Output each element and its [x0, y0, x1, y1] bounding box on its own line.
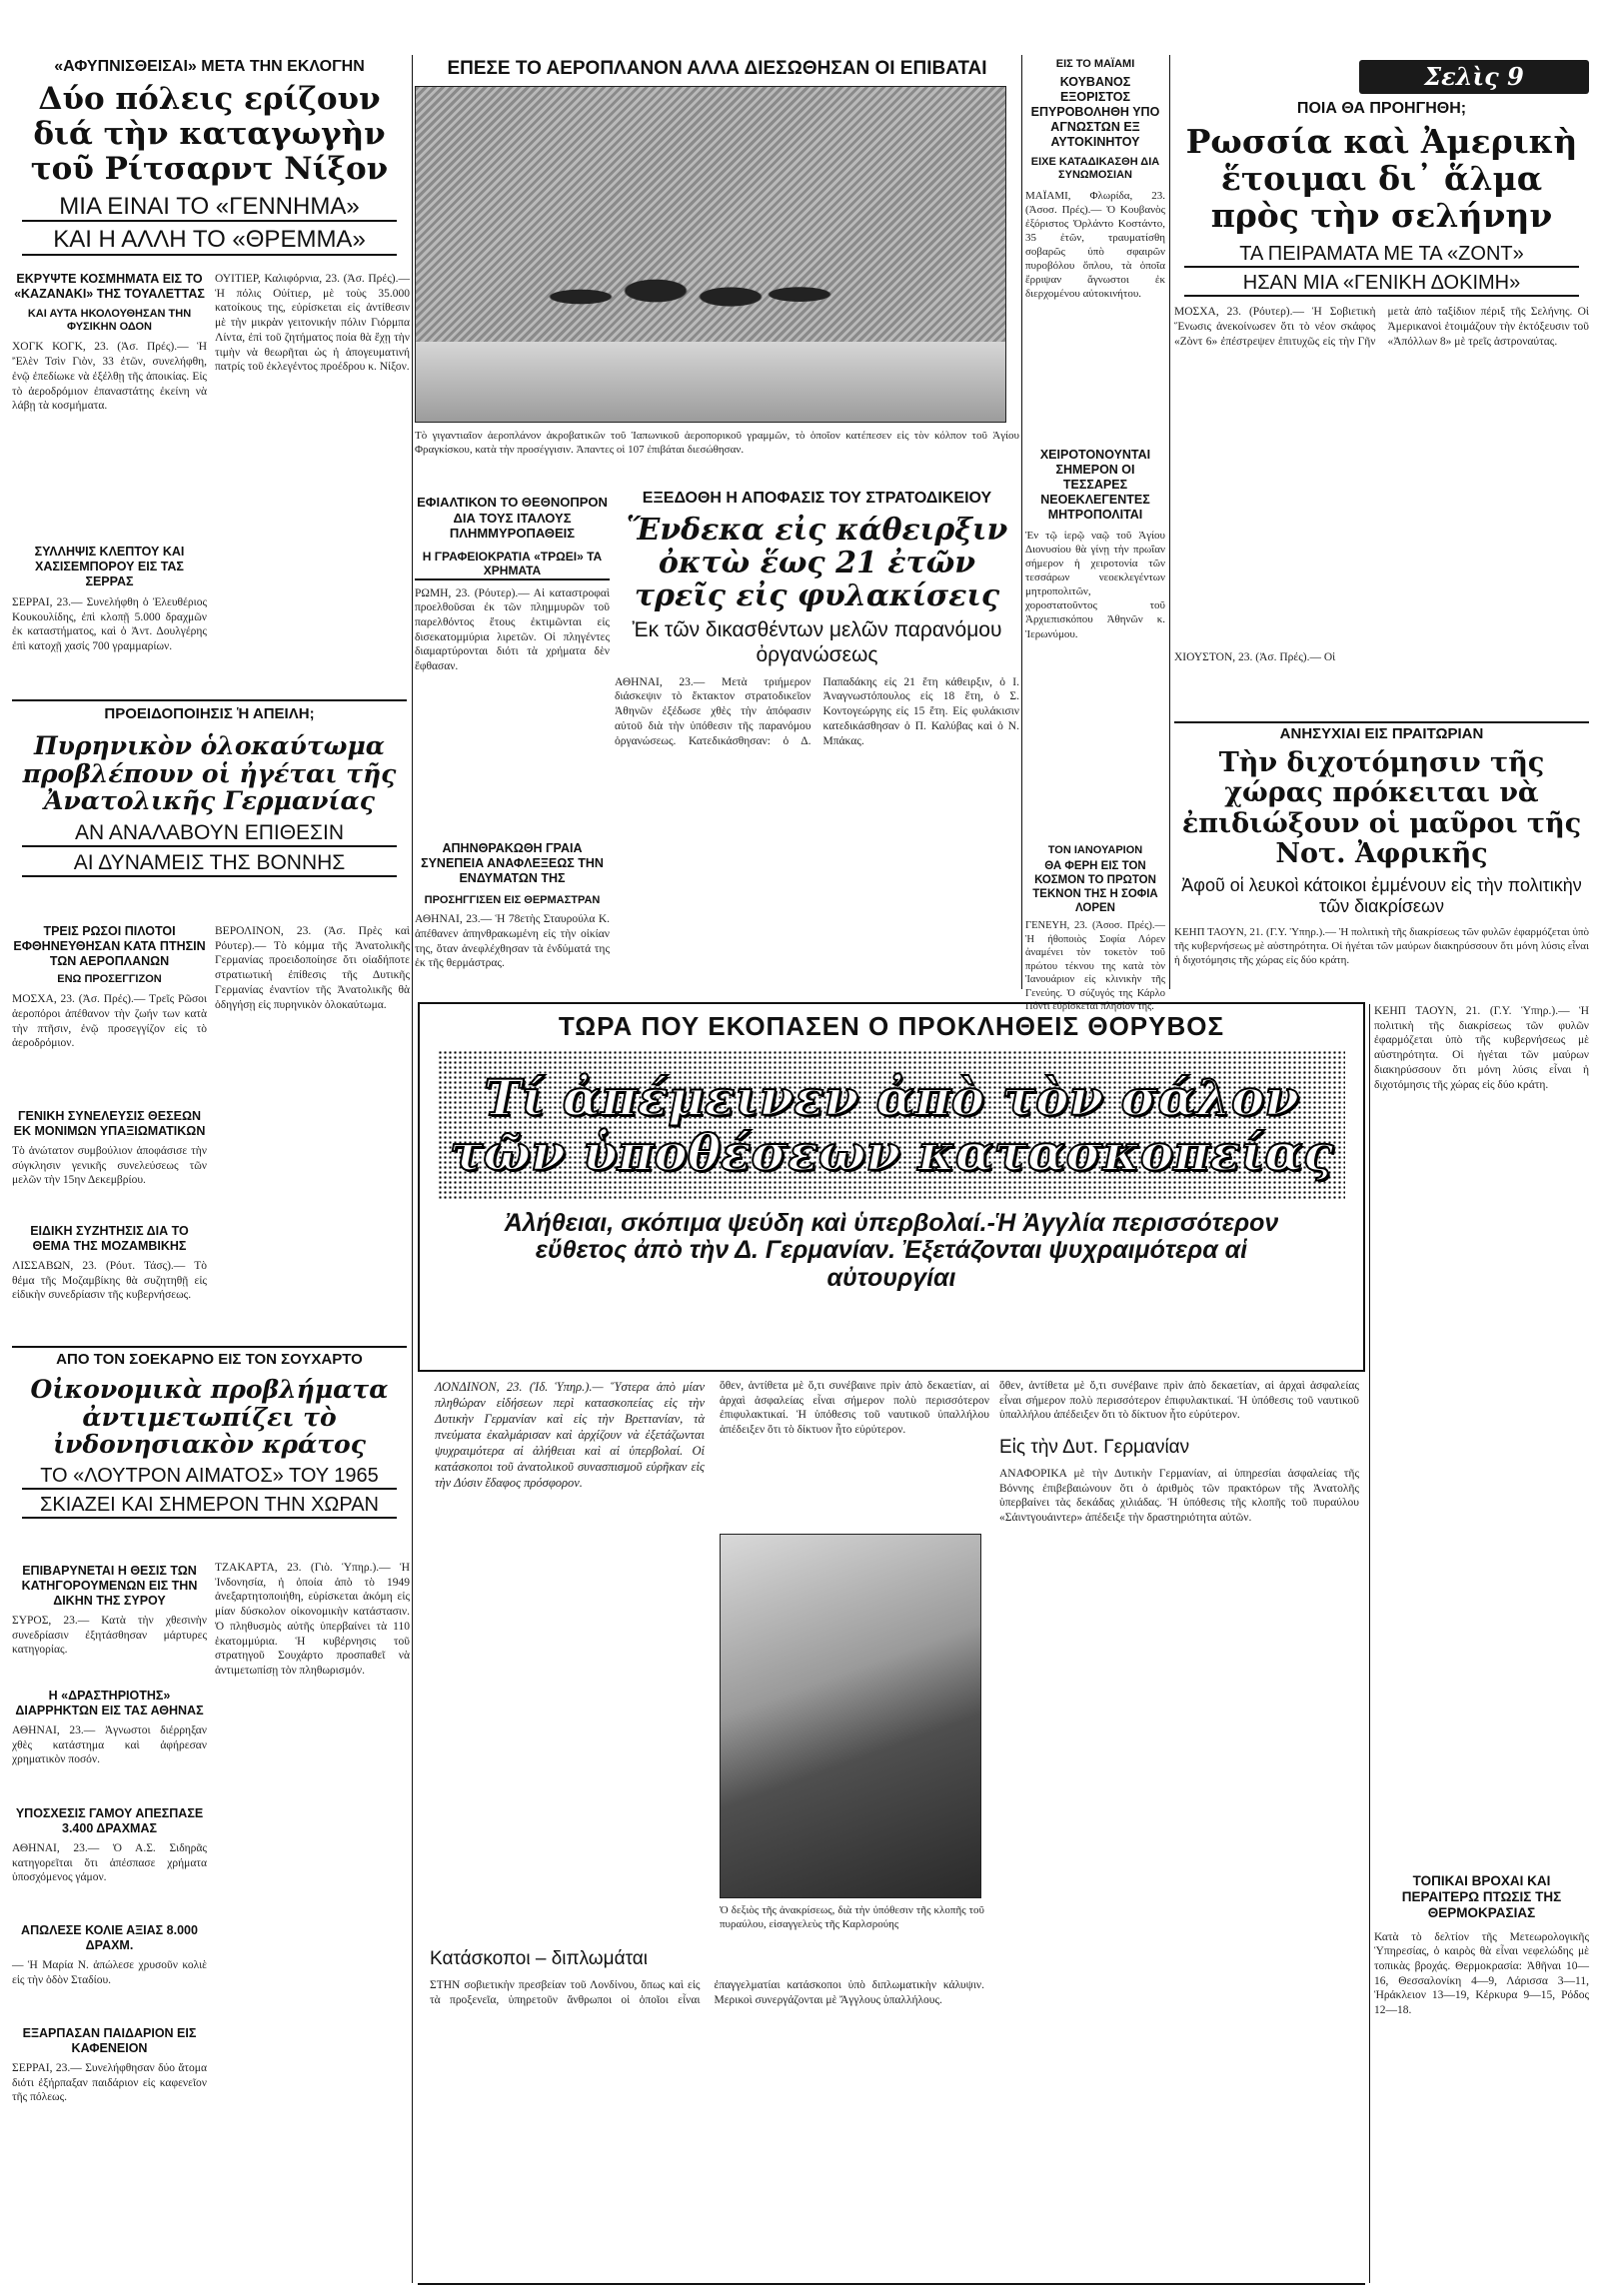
feature-photo — [720, 1534, 981, 1898]
rhodesia-kicker: ΑΝΗΣΥΧΙΑΙ ΕΙΣ ΠΡΑΙΤΩΡΙΑΝ — [1279, 725, 1484, 742]
brief-syros — [12, 1564, 207, 1684]
weather-story — [1374, 1873, 1589, 2283]
syros-body: ΣΥΡΟΣ, 23.— Κατὰ τὴν χθεσινὴν συνεδρίασιν ἐξητάσθησαν μάρτυρες κατηγορίας. — [12, 1615, 207, 1657]
plane-headline: ΕΠΕΣΕ ΤΟ ΑΕΡΟΠΛΑΝΟΝ ΑΛΛΑ ΔΙΕΣΩΘΗΣΑΝ ΟΙ ΕΠΙΒΑΤΑΙ — [447, 58, 987, 79]
mozambique-body: ΛΙΣΣΑΒΩΝ, 23. (Ρόυτ. Τάσς).— Τὸ θέμα τῆς Μοζαμβίκης θὰ συζητηθῇ εἰς εἰδικὴν συνεδρίασιν τῆς κυβερνήσεως. — [12, 1260, 207, 1302]
court-body: ΑΘΗΝΑΙ, 23.— Μετὰ τριήμερον διάσκεψιν τὸ ἔκτακτον στρατοδικεῖον Ἀθηνῶν ἐξέδωσε χθὲς τὴν ἀπόφασιν αὐτοῦ διὰ τὴν ὑπόθεσιν τῆς παρανόμου ὀργανώσεως. Κατεδικάσθησαν: ὁ Δ. Παπαδάκης εἰς 21 ἔτη κάθειρξιν, ὁ Ι. Ἀναγνωστόπουλος εἰς 18 ἔτη, ὁ Σ. Κοντογεώργης εἰς 15 ἔτη. Εἰς φυλάκισιν κατεδικάσθησαν ὁ Π. Καλύβας καὶ ὁ Ν. Μπάκας. — [615, 675, 1019, 747]
feature-headline-box — [438, 1050, 1345, 1200]
assembly-headline: ΓΕΝΙΚΗ ΣΥΝΕΛΕΥΣΙΣ ΘΕΣΕΩΝ ΕΚ ΜΟΝΙΜΩΝ ΥΠΑΞΙΩΜΑΤΙΚΩΝ — [13, 1109, 206, 1138]
court-kicker: ΕΞΕΔΟΘΗ Η ΑΠΟΦΑΣΙΣ ΤΟΥ ΣΤΡΑΤΟΔΙΚΕΙΟΥ — [642, 490, 992, 507]
feature-banner — [418, 1002, 1365, 1372]
rhodesia-deck: Ἀφοῦ οἱ λευκοὶ κάτοικοι ἐμμένουν εἰς τὴν πολιτικὴν τῶν διακρίσεων — [1181, 875, 1582, 916]
feature-body-3: ΣΤΗΝ σοβιετικὴν πρεσβείαν τοῦ Λονδίνου, ὅπως καὶ εἰς τὰ προξενεῖα, ὑπηρετοῦν ἄνθρωποι οἱ ὁποῖοι εἶναι ἐπαγγελματίαι κατάσκοποι ὑπὸ διπλωματικὴν κάλυψιν. Μερικοὶ συνεργάζονται μὲ Ἄγγλους ὑπαλλήλους. — [430, 1978, 984, 2006]
indonesia-headline: Οἰκονομικὰ προβλήματα ἀντιμετωπίζει τὸ ἰνδονησιακὸν κράτος — [30, 1375, 389, 1460]
rhodesia-headline: Τὴν διχοτόμησιν τῆς χώρας πρόκειται νὰ ἐπιδιώξουν οἱ μαῦροι τῆς Νοτ. Ἀφρικῆς — [1181, 747, 1582, 869]
feature-body-2b: ὅθεν, ἀντίθετα μὲ ὅ,τι συνέβαινε πρὶν ἀπὸ δεκαετίαν, αἱ ἀρχαὶ ἀσφαλείας εἶναι σήμερον πολὺ περισσότερον ἐπιφυλακτικαί. Ἡ ὑπόθεσις τοῦ ναυτικοῦ ὑπαλλήλου ἀπέδειξεν ὅτι τὸ δίκτυον ἦτο εὐρύτερον. — [999, 1380, 1359, 1422]
indonesia-deck-2: ΣΚΙΑΖΕΙ ΚΑΙ ΣΗΜΕΡΟΝ ΤΗΝ ΧΩΡΑΝ — [22, 1494, 397, 1519]
indonesia-body-text: ΤΖΑΚΑΡΤΑ, 23. (Γιὸ. Ὑπηρ.).— Ἡ Ἰνδονησία, ἡ ὁποία ἀπὸ τὸ 1949 ἀνεξαρτητοποιήθη, εὑρίσκεται ἀκόμη εἰς μίαν δύσκολον οἰκονομικὴν κατάστασιν. Ὁ πληθυσμὸς αὐτῆς ὑπερβαίνει τὰ 110 ἑκατομμύρια. Ἡ κυβέρνησις τοῦ στρατηγοῦ Σουχάρτο προσπαθεῖ νὰ ἀντιμετωπίσῃ τὸν πληθωρισμόν. — [215, 1562, 410, 1678]
feature-body-1: ΛΟΝΔΙΝΟΝ, 23. (Ἰδ. Ὑπηρ.).— Ὕστερα ἀπὸ μίαν πληθώραν εἰδήσεων περὶ κατασκοπείας εἰς τὴν Δυτικὴν Γερμανίαν καὶ εἰς τὴν Βρεττανίαν, τὰ πνεύματα ἐκαλμάρισαν καὶ ἀρχίζουν νὰ ἐξετάζωνται ψυχραιμότερα αἱ ἀλήθειαι καὶ αἱ ὑπερβολαί. Οἱ κατάσκοποι τοῦ ἀνατολικοῦ συνασπισμοῦ εὑρῆκαν εἰς τὴν Δύσιν ἔδαφος πρόσφορον. — [435, 1380, 705, 1490]
col1-story-indonesia — [12, 1351, 407, 1556]
brief-kidnap — [12, 2026, 207, 2156]
loren-story — [1025, 844, 1165, 1012]
right-column-rule — [1369, 1004, 1370, 2283]
court-deck: Ἐκ τῶν δικασθέντων μελῶν παρανόμου ὀργανώσεως — [632, 618, 1002, 666]
burglars-headline: Η «ΔΡΑΣΤΗΡΙΟΤΗΣ» ΔΙΑΡΡΗΚΤΩΝ ΕΙΣ ΤΑΣ ΑΘΗΝΑΣ — [15, 1689, 204, 1718]
feature-headline: Τί ἀπέμεινεν ἀπὸ τὸν σάλον τῶν ὑποθέσεων κατασκοπείας — [449, 1067, 1334, 1182]
feature-bottom-rule — [418, 2283, 1365, 2285]
nixon-body — [215, 272, 410, 671]
brief-mozambique — [12, 1224, 207, 1334]
brief-burglars — [12, 1689, 207, 1798]
old-woman-story — [415, 841, 610, 981]
col1-divider-1 — [12, 699, 407, 701]
kidnap-body: ΣΕΡΡΑΙ, 23.— Συνελήφθησαν δύο ἄτομα διότι ἐξήρπαξαν παιδάριον εἰς καφενεῖον τῆς πόλεως. — [12, 2062, 207, 2104]
syros-headline: ΕΠΙΒΑΡΥΝΕΤΑΙ Η ΘΕΣΙΣ ΤΩΝ ΚΑΤΗΓΟΡΟΥΜΕΝΩΝ ΕΙΣ ΤΗΝ ΔΙΚΗΝ ΤΗΣ ΣΥΡΟΥ — [21, 1564, 198, 1608]
plane-photo-figures — [536, 237, 835, 357]
burglars-body: ΑΘΗΝΑΙ, 23.— Ἀγνωστοι διέρρηξαν χθὲς κατάστημα καὶ ἀφήρεσαν χρηματικὸν ποσόν. — [12, 1724, 207, 1766]
rhodesia-continued-body: ΚΕΗΠ ΤΑΟΥΝ, 21. (Γ.Υ. Ὑπηρ.).— Ἡ πολιτικὴ τῆς διακρίσεως τῶν φυλῶν ἐφαρμόζεται ὑπὸ τῆς κυβερνήσεως μὲ αὐστηρότητα. Οἱ ἡγέται τῶν μαύρων διακηρύσσουν ὅτι μόνη λύσις εἶναι ἡ διχοτόμησις τῆς χώρας εἰς δύο κράτη. — [1374, 1005, 1589, 1091]
indonesia-body — [215, 1561, 410, 2280]
feature-col-b — [720, 1379, 989, 1529]
feature-photo-caption-box — [720, 1903, 984, 1953]
feature-spies-block — [430, 1948, 984, 2278]
mozambique-headline: ΕΙΔΙΚΗ ΣΥΖΗΤΗΣΙΣ ΔΙΑ ΤΟ ΘΕΜΑ ΤΗΣ ΜΟΖΑΜΒΙΚΗΣ — [30, 1224, 189, 1253]
section-tag-label: Σελὶς 9 — [1424, 62, 1524, 91]
miami-headline: ΚΟΥΒΑΝΟΣ ΕΞΟΡΙΣΤΟΣ ΕΠΥΡΟΒΟΛΗΘΗ ΥΠΟ ΑΓΝΩΣΤΩΝ ΕΞ ΑΥΤΟΚΙΝΗΤΟΥ — [1030, 75, 1160, 150]
moon-headline: Ρωσσία καὶ Ἀμερικὴ ἕτοιμαι δι᾽ ἅλμα πρὸς τὴν σελήνην — [1185, 122, 1578, 236]
feature-col-c — [999, 1379, 1359, 2278]
rhodesia-body: ΚΕΗΠ ΤΑΟΥΝ, 21. (Γ.Υ. Ὑπηρ.).— Ἡ πολιτικὴ τῆς διακρίσεως τῶν φυλῶν ἐφαρμόζεται ὑπὸ τῆς κυβερνήσεως μὲ αὐστηρότητα. Οἱ ἡγέται τῶν μαύρων διακηρύσσουν ὅτι μόνη λύσις εἶναι ἡ διχοτόμησις τῆς χώρας εἰς δύο κράτη. — [1174, 925, 1589, 966]
brief-pilots — [12, 924, 207, 1104]
flood-subhead: Η ΓΡΑΦΕΙΟΚΡΑΤΙΑ «ΤΡΩΕΙ» ΤΑ ΧΡΗΜΑΤΑ — [415, 550, 610, 580]
col5-divider — [1174, 721, 1589, 723]
feature-subhead-1: Κατάσκοποι – διπλωμάται — [430, 1948, 649, 1969]
germany-body-text: ΒΕΡΟΛΙΝΟΝ, 23. (Ἀσ. Πρὲς καὶ Ρόυτερ).— Τὸ κόμμα τῆς Ἀνατολικῆς Γερμανίας προειδοποίησε ὅτι οἰαδήποτε στρατιωτική ἐπίθεσις τῆς Δυτικῆς Γερμανίας ἐναντίον τῆς Ἀνατολικῆς θὰ ὁδηγήσῃ εἰς πυρηνικὸν ὁλοκαύτωμα. — [215, 925, 410, 1011]
brief-marriage — [12, 1806, 207, 1916]
jewels-body: ΧΟΓΚ ΚΟΓΚ, 23. (Ἀσ. Πρές).— Ἡ 'Ἑλὲν Τσὶν Γιὸν, 33 ἐτῶν, συνελήφθη, ἐνῷ ἐπεδίωκε νὰ ἐξέλθῃ τῆς ἀποικίας. Εἰς τὸ ἀεροδρόμιον ἐπαναστάτης ἐκείνη νὰ λάβῃ τὰ κοσμήματα. — [12, 341, 207, 413]
bishops-body: Ἐν τῷ ἱερῷ ναῷ τοῦ Ἁγίου Διονυσίου θὰ γίνῃ τὴν πρωΐαν σήμερον ἡ χειροτονία τῶν τεσσάρων νεοεκλεγέντων μητροπολιτῶν, χοροστατοῦντος τοῦ Ἀρχιεπισκόπου Ἀθηνῶν κ. Ἱερωνύμου. — [1025, 530, 1165, 640]
moon-deck-2: ΗΣΑΝ ΜΙΑ «ΓΕΝΙΚΗ ΔΟΚΙΜΗ» — [1184, 272, 1579, 297]
germany-deck-1: ΑΝ ΑΝΑΛΑΒΟΥΝ ΕΠΙΘΕΣΙΝ — [22, 821, 397, 847]
brief-assembly — [12, 1109, 207, 1209]
loren-kicker: ΤΟΝ ΙΑΝΟΥΑΡΙΟΝ — [1047, 844, 1143, 856]
feature-kicker: ΤΩΡΑ ΠΟΥ ΕΚΟΠΑΣΕΝ Ο ΠΡΟΚΛΗΘΕΙΣ ΘΟΡΥΒΟΣ — [558, 1011, 1225, 1041]
necklace-body: — Ἡ Μαρία Ν. ἀπώλεσε χρυσοῦν κολιὲ εἰς τὴν ὁδὸν Σταδίου. — [12, 1959, 207, 1986]
plane-photo-water — [416, 342, 1005, 422]
nixon-kicker: «ΑΦΥΠΝΙΣΘΕΙΣΑΙ» ΜΕΤΑ ΤΗΝ ΕΚΛΟΓΗΝ — [54, 58, 365, 75]
loren-body: ΓΕΝΕΥΗ, 23. (Ἀσοσ. Πρές).— Ἡ ἠθοποιὸς Σοφία Λόρεν ἀναμένει τὸν τοκετὸν τοῦ πρώτου τέκνου της κατὰ τὸν Ἰανουάριον εἰς κλινικὴν τῆς Γενεύης. Ὁ σύζυγός της Κάρλο Πόντι εὑρίσκεται πλησίον της. — [1025, 920, 1165, 1012]
miami-body: ΜΑΪΑΜΙ, Φλωρίδα, 23. (Ἀσοσ. Πρές).— Ὁ Κουβανὸς ἐξόριστος Ὀρλάντο Κοστάντο, 35 ἐτῶν, τραυματίσθη σοβαρῶς ὑπὸ σφαιρῶν πυροβόλου ὅπλου, τὰ ὁποῖα ἔρριψαν ἄγνωστοι ἐκ διερχομένου αὐτοκινήτου. — [1025, 189, 1165, 301]
moon-kicker: ΠΟΙΑ ΘΑ ΠΡΟΗΓΗΘΗ; — [1296, 100, 1467, 117]
rhodesia-continued — [1374, 1004, 1589, 1863]
miami-kicker: ΕΙΣ ΤΟ ΜΑΪΑΜΙ — [1055, 58, 1135, 70]
feature-col-a — [435, 1379, 705, 1758]
germany-deck-2: ΑΙ ΔΥΝΑΜΕΙΣ ΤΗΣ ΒΟΝΝΗΣ — [22, 851, 397, 877]
necklace-headline: ΑΠΩΛΕΣΕ ΚΟΛΙΕ ΑΞΙΑΣ 8.000 ΔΡΑΧΜ. — [21, 1923, 198, 1952]
bishops-headline: ΧΕΙΡΟΤΟΝΟΥΝΤΑΙ ΣΗΜΕΡΟΝ ΟΙ ΤΕΣΣΑΡΕΣ ΝΕΟΕΚΛΕΓΕΝΤΕΣ ΜΗΤΡΟΠΟΛΙΤΑΙ — [1039, 448, 1151, 522]
miami-subhead: ΕΙΧΕ ΚΑΤΑΔΙΚΑΣΘΗ ΔΙΑ ΣΥΝΩΜΟΣΙΑΝ — [1030, 156, 1160, 182]
section-tag — [1359, 60, 1589, 94]
flood-body: ΡΩΜΗ, 23. (Ρόυτερ).— Αἱ καταστροφαὶ προελθοῦσαι ἐκ τῶν πλημμυρῶν τοῦ παρελθόντος ἔτους ἐκτιμῶνται εἰς δισεκατομμύρια λιρετῶν. Οἱ πληγέντες διαμαρτύρονται διότι τὰ χρήματα δὲν ἔφθασαν. — [415, 586, 610, 673]
loren-headline: ΘΑ ΦΕΡΗ ΕΙΣ ΤΟΝ ΚΟΣΜΟΝ ΤΟ ΠΡΩΤΟΝ ΤΕΚΝΟΝ ΤΗΣ Η ΣΟΦΙΑ ΛΟΡΕΝ — [1032, 860, 1158, 914]
pilots-subhead: ΕΝΩ ΠΡΟΣΕΓΓΙΖΟΝ — [57, 973, 162, 985]
plane-photo — [415, 86, 1006, 423]
court-story — [615, 490, 1019, 989]
moon-deck-1: ΤΑ ΠΕΙΡΑΜΑΤΑ ΜΕ ΤΑ «ΖΟΝΤ» — [1184, 243, 1579, 268]
moon-signoff: ΧΙΟΥΣΤΟΝ, 23. (Ἀσ. Πρές).— Οἱ — [1174, 651, 1336, 664]
col1-story-germany — [12, 705, 407, 915]
assembly-body: Τὸ ἀνώτατον συμβούλιον ἀποφάσισε τὴν σύγκλησιν γενικῆς συνελεύσεως τῶν μελῶν τὴν 15ην Δεκεμβρίου. — [12, 1145, 207, 1187]
indonesia-kicker: ΑΠΟ ΤΟΝ ΣΟΕΚΑΡΝΟ ΕΙΣ ΤΟΝ ΣΟΥΧΑΡΤΟ — [56, 1351, 363, 1368]
heater-headline: ΠΡΟΣΗΓΓΙΣΕΝ ΕΙΣ ΘΕΡΜΑΣΤΡΑΝ — [424, 894, 601, 906]
jewels-subhead: ΚΑΙ ΑΥΤΑ ΗΚΟΛΟΥΘΗΣΑΝ ΤΗΝ ΦΥΣΙΚΗΝ ΟΔΟΝ — [27, 308, 192, 334]
col3-vertical-rule — [1021, 55, 1022, 989]
miami-story — [1025, 58, 1165, 438]
old-woman-body: ΑΘΗΝΑΙ, 23.— Ἡ 78ετὴς Σταυρούλα Κ. ἀπέθανεν ἀπηνθρακωμένη εἰς τὴν οἰκίαν της, ὅταν ἀνεφλέχθησαν τὰ ἐνδύματά της ἐκ τῆς θερμάστρας. — [415, 913, 610, 970]
plane-caption: Τὸ γιγαντιαῖον ἀεροπλάνον ἀκροβατικῶν τοῦ Ἰαπωνικοῦ ἀεροπορικοῦ γραμμῶν, τὸ ὁποῖον κατέπεσεν εἰς τὸν κόλπον τοῦ Ἁγίου Φραγκίσκου, κατὰ τὴν προσέγγισιν. Ἀπαντες οἱ 107 ἐπιβάται διεσώθησαν. — [415, 429, 1019, 456]
thief-body: ΣΕΡΡΑΙ, 23.— Συνελήφθη ὁ Ἐλευθέριος Κουκουλίδης, ἐπὶ κλοπῇ 5.000 δραχμῶν ἐκ καταστήματος, καὶ ὁ Ἀντ. Δουλγέρης ἐπὶ κατοχῇ χασίς 700 γραμμαρίων. — [12, 596, 207, 653]
brief-necklace — [12, 1923, 207, 2013]
old-woman-headline: ΑΠΗΝΘΡΑΚΩΘΗ ΓΡΑΙΑ ΣΥΝΕΠΕΙΑ ΑΝΑΦΛΕΞΕΩΣ ΤΗΝ ΕΝΔΥΜΑΤΩΝ ΤΗΣ — [421, 841, 604, 885]
court-headline: Ἕνδεκα εἰς κάθειρξιν ὀκτὼ ἕως 21 ἐτῶν τρεῖς εἰς φυλακίσεις — [626, 513, 1008, 614]
nixon-deck-1: ΜΙΑ ΕΙΝΑΙ ΤΟ «ΓΕΝΝΗΜΑ» — [22, 193, 397, 223]
feature-body-2: ὅθεν, ἀντίθετα μὲ ὅ,τι συνέβαινε πρὶν ἀπὸ δεκαετίαν, αἱ ἀρχαὶ ἀσφαλείας εἶναι σήμερον πολὺ περισσότερον ἐπιφυλακτικαί. Ἡ ὑπόθεσις τοῦ ναυτικοῦ ὑπαλλήλου ἀπέδειξεν ὅτι τὸ δίκτυον ἦτο εὐρύτερον. — [720, 1380, 989, 1437]
germany-headline: Πυρηνικὸν ὁλοκαύτωμα προβλέπουν οἱ ἠγέται τῆς Ἀνατολικῆς Γερμανίας — [22, 731, 397, 816]
feature-body-4: ΑΝΑΦΟΡΙΚΑ μὲ τὴν Δυτικὴν Γερμανίαν, αἱ ὑπηρεσίαι ἀσφαλείας τῆς Βόννης ἐπιβεβαιώνουν ὅτι ὁ ἀριθμὸς τῶν πρακτόρων τῆς Ἀνατολῆς ὑπερβαίνει τὰς δεκάδας χιλιάδας. Ἡ ὑπόθεσις τῆς κλοπῆς τοῦ πυραύλου «Σάιντγουάιντερ» ἀπέδειξε τὴν δραστηριότητα αὐτῶν. — [999, 1468, 1359, 1525]
germany-kicker: ΠΡΟΕΙΔΟΠΟΙΗΣΙΣ Ἡ ΑΠΕΙΛΗ; — [104, 705, 315, 722]
jewels-headline: ΕΚΡΥΨΤΕ ΚΟΣΜΗΜΑΤΑ ΕΙΣ ΤΟ «ΚΑΖΑΝΑΚΙ» ΤΗΣ ΤΟΥΑΛΕΤΤΑΣ — [14, 272, 205, 301]
indonesia-deck-1: ΤΟ «ΛΟΥΤΡΟΝ ΑΙΜΑΤΟΣ» ΤΟΥ 1965 — [22, 1465, 397, 1490]
nixon-deck-2: ΚΑΙ Η ΑΛΛΗ ΤΟ «ΘΡΕΜΜΑ» — [22, 226, 397, 256]
moon-story — [1174, 100, 1589, 719]
nixon-body-text: ΟΥΙΤΙΕΡ, Καλιφόρνια, 23. (Ἀσ. Πρές).— Ἡ πόλις Οὐίτιερ, μὲ τοὺς 35.000 κατοίκους της, εὑρίσκεται εἰς ἀντίθεσιν μὲ τὴν μικρὰν γειτονικήν πόλιν Γιόρμπα Λίντα, ἐπὶ τοῦ ζητήματος ποία θὰ ἔχῃ τὴν τιμὴν νὰ θεωρῆται ὡς ἡ ἀπογευματινή πατρίς τοῦ ἐκλεγέντος προέδρου κ. Νίξον. — [215, 273, 410, 374]
col1-divider-2 — [12, 1346, 407, 1348]
weather-headline: ΤΟΠΙΚΑΙ ΒΡΟΧΑΙ ΚΑΙ ΠΕΡΑΙΤΕΡΩ ΠΤΩΣΙΣ ΤΗΣ ΘΕΡΜΟΚΡΑΣΙΑΣ — [1401, 1873, 1562, 1921]
moon-body: ΜΟΣΧΑ, 23. (Ρόυτερ).— Ἡ Σοβιετικὴ Ἕνωσις ἀνεκοίνωσεν ὅτι τὸ νέον σκάφος «Ζὸντ 6» ἐπέστρεψεν ἐπιτυχῶς εἰς τὴν Γῆν μετὰ ἀπὸ ταξίδιον πέριξ τῆς Σελήνης. Οἱ Ἀμερικανοὶ ἑτοιμάζουν τὴν ἐκτόξευσιν τοῦ «Ἀπόλλων 8» μὲ τρεῖς ἀστροναύτας. — [1174, 306, 1589, 348]
nixon-headline: Δύο πόλεις ερίζουν διά τὴν καταγωγὴν τοῦ Ρίτσαρντ Νίξον — [30, 81, 389, 187]
feature-deck: Ἀλήθειαι, σκόπιμα ψεύδη καὶ ὑπερβολαί.-Ἡ Ἀγγλία περισσότερον εὔθετος ἀπὸ τὴν Δ. Γερμανίαν. Ἐξετάζονται ψυχραιμότερα αἱ αὐτουργίαι — [504, 1208, 1279, 1292]
col4-vertical-rule — [1169, 55, 1170, 989]
flood-story — [415, 495, 610, 834]
marriage-headline: ΥΠΟΣΧΕΣΙΣ ΓΑΜΟΥ ΑΠΕΣΠΑΣΕ 3.400 ΔΡΑΧΜΑΣ — [15, 1806, 204, 1835]
thief-headline: ΣΥΛΛΗΨΙΣ ΚΛΕΠΤΟΥ ΚΑΙ ΧΑΣΙΣΕΜΠΟΡΟΥ ΕΙΣ ΤΑΣ ΣΕΡΡΑΣ — [34, 545, 185, 588]
pilots-headline: ΤΡΕΙΣ ΡΩΣΟΙ ΠΙΛΟΤΟΙ ΕΦΘΗΝΕΥΘΗΣΑΝ ΚΑΤΑ ΠΤΗΣΙΝ ΤΩΝ ΑΕΡΟΠΛΑΝΩΝ — [13, 924, 206, 968]
kidnap-headline: ΕΞΑΡΠΑΣΑΝ ΠΑΙΔΑΡΙΟΝ ΕΙΣ ΚΑΦΕΝΕΙΟΝ — [22, 2026, 197, 2055]
marriage-body: ΑΘΗΝΑΙ, 23.— Ὁ Α.Σ. Σιδηρᾶς κατηγορεῖται ὅτι ἀπέσπασε χρήματα ὑποσχόμενος γάμον. — [12, 1842, 207, 1884]
feature-photo-caption: Ὁ δεξιὸς τῆς ἀνακρίσεως, διὰ τὴν ὑπόθεσιν τῆς κλοπῆς τοῦ πυραύλου, εἰσαγγελεὺς τῆς Καρλσρούης — [720, 1904, 984, 1931]
pilots-body: ΜΟΣΧΑ, 23. (Ἀσ. Πρές).— Τρεῖς Ρῶσοι ἀεροπόροι ἀπέθανον τὴν ζωήν των κατὰ τὴν πτῆσιν, ἐνῷ προσεγγίζον εἰς τὸ ἀεροδρόμιον. — [12, 993, 207, 1050]
weather-body: Κατὰ τὸ δελτίον τῆς Μετεωρολογικῆς Ὑπηρεσίας, ὁ καιρὸς θὰ εἶναι νεφελώδης μὲ τοπικὰς βροχάς. Θερμοκρασία: Ἀθῆναι 10—16, Θεσσαλονίκη 4—9, Λάρισσα 3—11, Ἡράκλειον 13—19, Κέρκυρα 9—15, Ρόδος 12—18. — [1374, 1930, 1589, 2017]
germany-body — [215, 924, 410, 1344]
brief-thief — [12, 545, 207, 704]
brief-jewels — [12, 272, 207, 532]
col1-vertical-rule — [412, 55, 413, 2283]
flood-headline: ΕΦΙΑΛΤΙΚΟΝ ΤΟ ΘΕΘΝΟΠΡΟΝ ΔΙΑ ΤΟΥΣ ΙΤΑΛΟΥΣ ΠΛΗΜΜΥΡΟΠΑΘΕΙΣ — [417, 495, 608, 542]
bishops-story — [1025, 448, 1165, 837]
feature-subhead-2: Εἰς τὴν Δυτ. Γερμανίαν — [999, 1437, 1190, 1459]
rhodesia-story — [1174, 725, 1589, 1000]
